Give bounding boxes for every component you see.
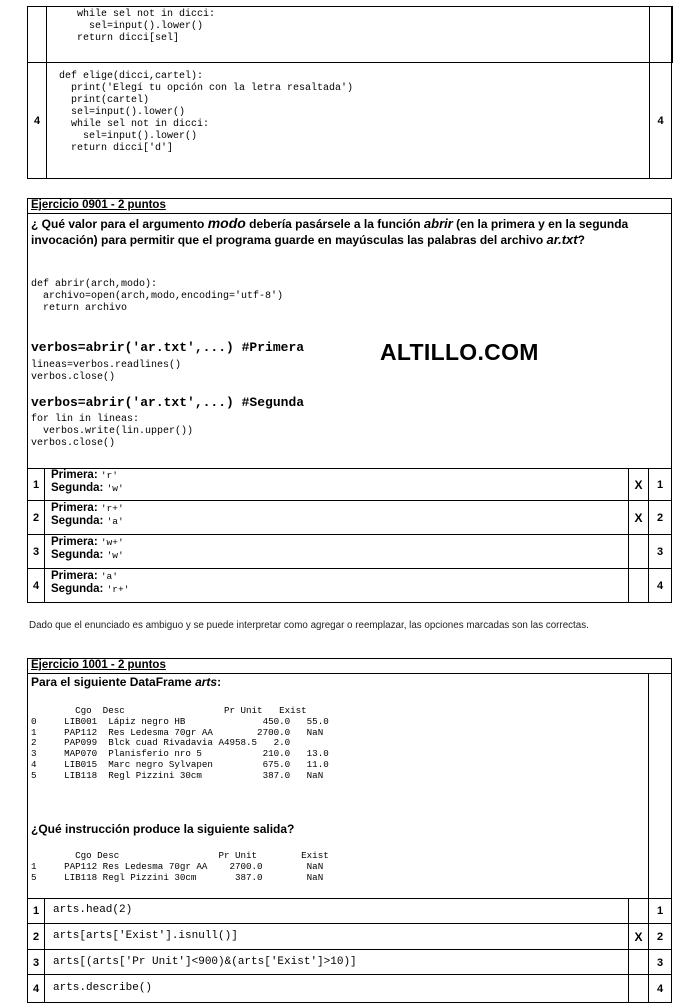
exercise-header: Ejercicio 0901 - 2 puntos — [31, 199, 166, 211]
option-code: arts.head(2) — [53, 904, 133, 916]
question-part: : — [217, 675, 222, 689]
option-primera-line — [51, 502, 124, 515]
option-value: 'a' — [100, 571, 118, 582]
exercise-1001 — [27, 658, 672, 1003]
question-keyword: modo — [207, 215, 246, 231]
option-label: Segunda: — [51, 482, 107, 494]
answer-mark — [628, 950, 649, 975]
column-divider — [648, 673, 649, 898]
option-primera-line — [51, 536, 124, 549]
option-value: 'r' — [100, 470, 118, 481]
option-label: Primera: — [51, 536, 101, 548]
right-number: 2 — [656, 512, 664, 524]
option-number: 4 — [33, 114, 41, 127]
code-cell — [46, 62, 650, 179]
option-label: Segunda: — [51, 549, 107, 561]
row-number-cell — [27, 6, 47, 63]
question-text — [31, 674, 221, 690]
mark-cell — [649, 6, 672, 63]
answer-mark — [628, 535, 649, 569]
exercise-header: Ejercicio 1001 - 2 puntos — [31, 659, 166, 671]
option-code: arts[arts['Exist'].isnull()] — [53, 930, 238, 942]
answer-mark — [628, 975, 649, 1002]
question-keyword: arts — [195, 675, 218, 689]
answer-mark — [628, 569, 649, 603]
exercise-0901 — [27, 198, 672, 603]
answer-mark: X — [628, 924, 649, 950]
option-row — [28, 924, 671, 950]
question-keyword: abrir — [423, 216, 453, 231]
option-label: Primera: — [51, 502, 101, 514]
option-value: 'w' — [106, 550, 124, 561]
question-keyword: ar.txt — [546, 232, 578, 247]
option-text — [51, 502, 124, 528]
question-part: debería pasársele a la función — [245, 217, 424, 231]
question-part: ? — [577, 233, 585, 247]
option-value: 'a' — [106, 516, 124, 527]
option-label: Segunda: — [51, 515, 107, 527]
option-label: Primera: — [51, 469, 101, 481]
right-number: 4 — [656, 982, 664, 995]
option-number: 2 — [28, 501, 45, 535]
option-text — [51, 469, 124, 495]
option-row — [28, 950, 671, 975]
option-text — [51, 536, 124, 562]
row-number-cell — [27, 62, 47, 179]
right-number: 1 — [656, 478, 664, 491]
question-text — [31, 215, 661, 248]
question-part: ¿ Qué valor para el argumento — [31, 217, 208, 231]
note-text: Dado que el enunciado es ambiguo y se puede interpretar como agregar o reemplazar, las opciones marcadas son las correctas. — [29, 620, 589, 631]
option-primera-line — [51, 570, 129, 583]
option-text — [51, 570, 129, 596]
watermark: ALTILLO.COM — [380, 339, 539, 365]
mark-cell — [649, 62, 672, 179]
option-number: 4 — [28, 975, 45, 1002]
code-cell — [46, 6, 650, 63]
question-part: Para el siguiente DataFrame — [31, 675, 196, 689]
option-value: 'r+' — [100, 503, 124, 514]
answer-mark: X — [628, 468, 649, 501]
answer-mark — [628, 898, 649, 924]
right-number: 1 — [656, 905, 664, 917]
right-number: 3 — [656, 546, 664, 558]
option-number: 4 — [28, 569, 45, 603]
code-readlines: lineas=verbos.readlines() verbos.close() — [31, 360, 182, 383]
option-row — [28, 569, 671, 603]
code-definition: def abrir(arch,modo): archivo=open(arch,modo,encoding='utf-8') return archivo — [31, 279, 284, 314]
dataframe-display: Cgo Desc Pr Unit Exist 0 LIB001 Lápiz negro HB 450.0 55.0 1 PAP112 Res Ledesma 70gr AA 2700.0 NaN 2 PAP099 Blck cuad Rivadavia A4958.5 2.0 3 MAP070 Planisferio nro 5 210.0 13.0 4 LIB015 Marc negro Sylvapen 675.0 11.0 5 LIB118 Regl Pizzini 30cm 387.0 NaN — [31, 705, 329, 781]
right-number: 4 — [657, 114, 664, 127]
option-label: Primera: — [51, 570, 101, 582]
option-segunda-line — [51, 549, 124, 562]
right-border — [671, 6, 673, 63]
option-number: 3 — [28, 535, 45, 569]
code-first-call: verbos=abrir('ar.txt',...) #Primera — [31, 340, 305, 355]
answer-mark: X — [628, 501, 649, 535]
options-list — [28, 468, 671, 603]
option-code: arts[(arts['Pr Unit']<900)&(arts['Exist']>10)] — [53, 956, 357, 968]
right-number: 4 — [656, 580, 664, 592]
option-number: 2 — [28, 924, 45, 950]
option-value: 'w+' — [100, 537, 124, 548]
option-row — [28, 468, 671, 501]
option-segunda-line — [51, 482, 124, 495]
right-number: 3 — [656, 956, 664, 969]
expected-output: Cgo Desc Pr Unit Exist 1 PAP112 Res Ledesma 70gr AA 2700.0 NaN 5 LIB118 Regl Pizzini 30cm 387.0 NaN — [31, 850, 329, 883]
option-number: 1 — [28, 898, 45, 924]
option-row — [28, 898, 671, 924]
option-segunda-line — [51, 583, 129, 596]
option-code: arts.describe() — [53, 982, 153, 994]
code-write-loop: for lin in lineas: verbos.write(lin.upper()) verbos.close() — [31, 414, 194, 449]
previous-exercise-table — [27, 6, 672, 179]
option-segunda-line — [51, 515, 124, 528]
question-part: (en la primera y en la segunda invocación) para permitir que el programa guarde en mayúsculas las palabras del archivo — [31, 217, 629, 247]
option-label: Segunda: — [51, 583, 107, 595]
option-row — [28, 535, 671, 569]
option-row — [28, 975, 671, 1002]
option-value: 'r+' — [106, 584, 130, 595]
option-value: 'w' — [106, 483, 124, 494]
options-list — [28, 898, 671, 1003]
code-snippet: while sel not in dicci: sel=input().lower() return dicci[sel] — [77, 9, 216, 44]
code-snippet: def elige(dicci,cartel): print('Elegí tu opción con la letra resaltada') print(cartel) sel=input().lower() while sel not in dicci: sel=input().lower() return dicci['d'] — [59, 71, 354, 154]
divider — [28, 213, 671, 214]
option-number: 1 — [28, 468, 45, 501]
option-primera-line — [51, 469, 124, 482]
code-second-call: verbos=abrir('ar.txt',...) #Segunda — [31, 395, 305, 410]
question-output: ¿Qué instrucción produce la siguiente salida? — [31, 822, 295, 836]
option-row — [28, 501, 671, 535]
right-number: 2 — [656, 931, 664, 943]
option-number: 3 — [28, 950, 45, 975]
